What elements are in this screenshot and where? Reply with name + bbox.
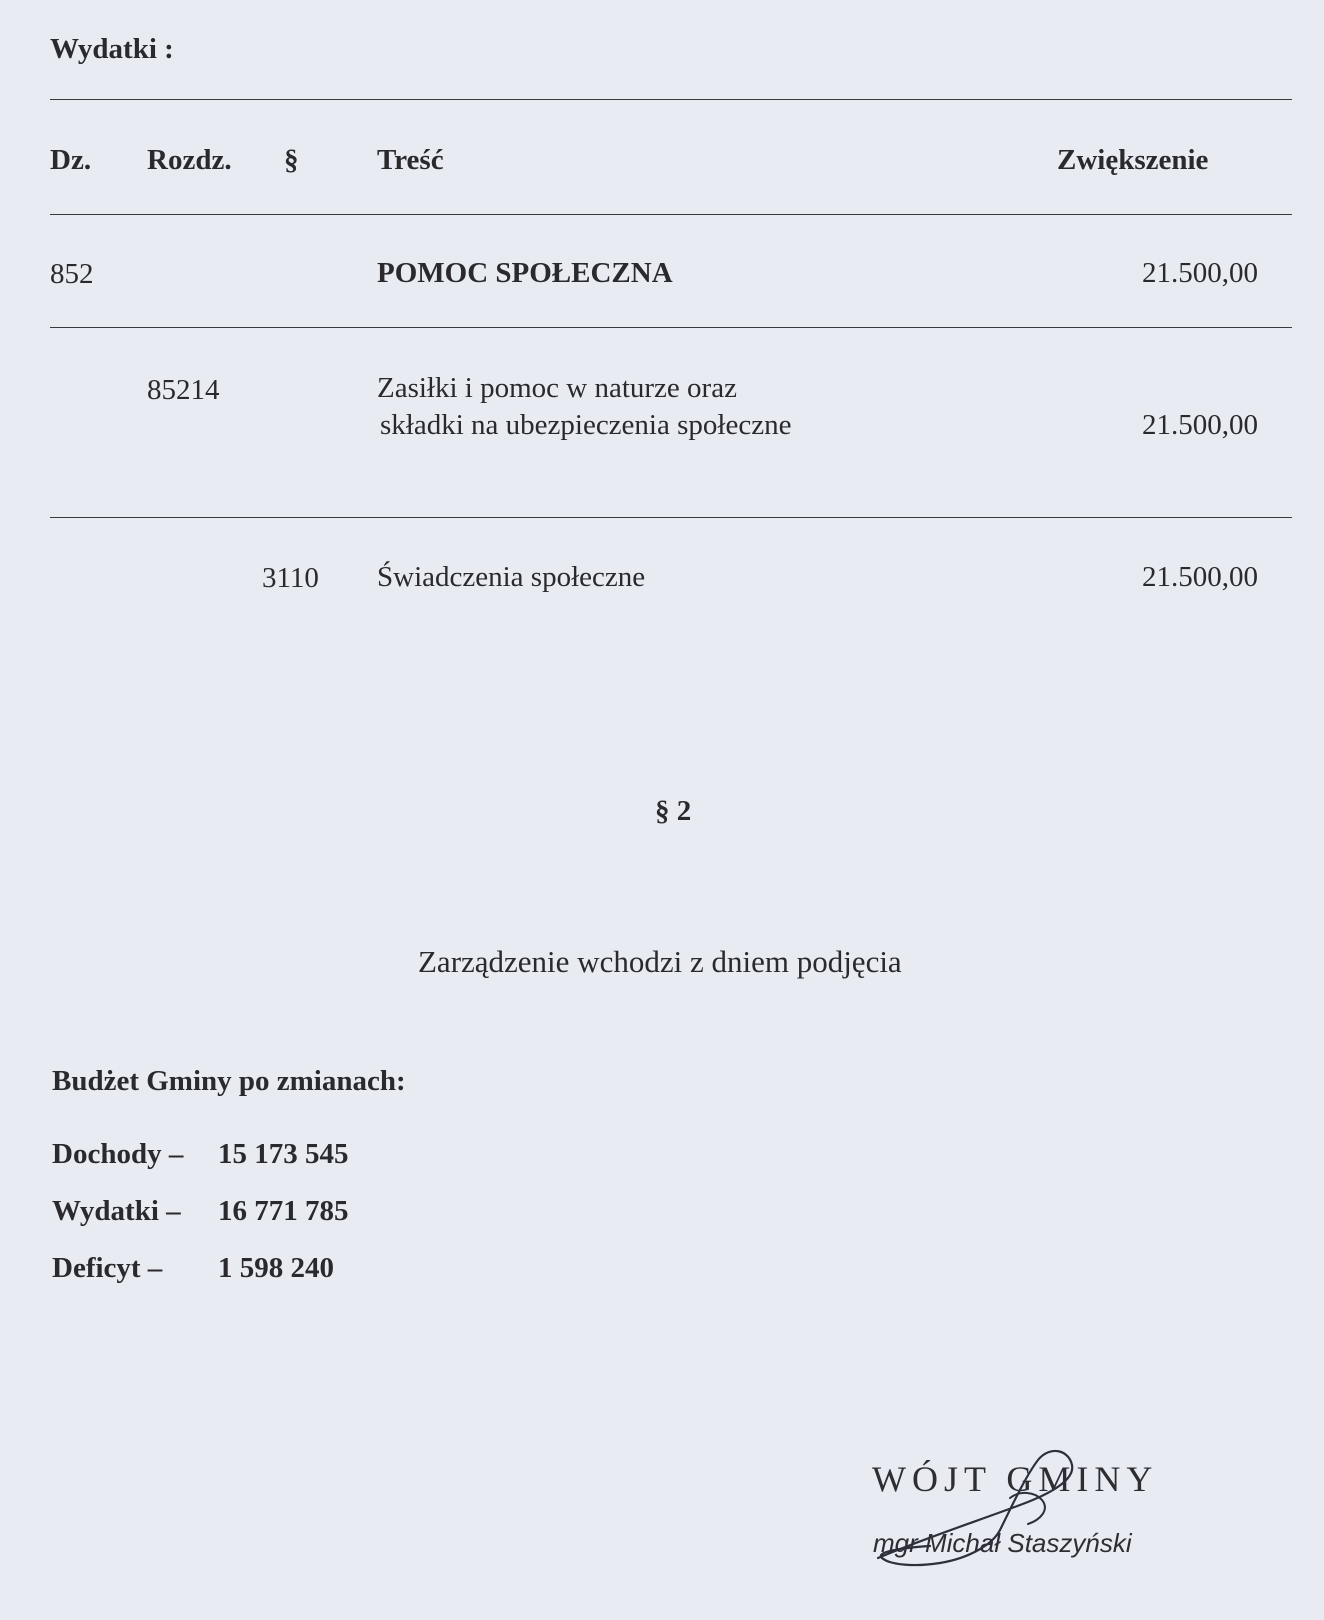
budget-dochody-value: 15 173 545 bbox=[218, 1138, 349, 1170]
budget-deficyt-label: Deficyt – bbox=[52, 1252, 163, 1284]
handwritten-signature bbox=[860, 1420, 1120, 1580]
signature-title: WÓJT GMINY bbox=[872, 1459, 1159, 1499]
row-85214-tresc-line1: Zasiłki i pomoc w naturze oraz bbox=[377, 372, 737, 404]
budget-wydatki-value: 16 771 785 bbox=[218, 1195, 349, 1227]
budget-wydatki-label: Wydatki – bbox=[52, 1195, 181, 1227]
row-85214-tresc-line2: składki na ubezpieczenia społeczne bbox=[380, 409, 792, 441]
row-3110-kwota: 21.500,00 bbox=[1142, 561, 1258, 593]
row-852-tresc: POMOC SPOŁECZNA bbox=[377, 257, 673, 289]
row-3110-paragraph: 3110 bbox=[262, 562, 319, 594]
row-85214-rozdz: 85214 bbox=[147, 374, 220, 406]
column-header-rozdz: Rozdz. bbox=[147, 144, 232, 176]
column-header-tresc: Treść bbox=[377, 144, 444, 176]
row-3110-tresc: Świadczenia społeczne bbox=[377, 561, 646, 593]
rule-header bbox=[50, 214, 1292, 215]
paragraph-text: Zarządzenie wchodzi z dniem podjęcia bbox=[418, 944, 902, 979]
signature-name: mgr Michał Staszyński bbox=[873, 1528, 1132, 1558]
budget-dochody-label: Dochody – bbox=[52, 1138, 184, 1170]
row-852-dz: 852 bbox=[50, 258, 94, 290]
rule-row-2 bbox=[50, 517, 1292, 518]
column-header-zwiekszenie: Zwiększenie bbox=[1057, 144, 1209, 176]
section-title: Wydatki : bbox=[50, 33, 174, 65]
paragraph-heading: § 2 bbox=[655, 795, 692, 827]
row-85214-kwota: 21.500,00 bbox=[1142, 409, 1258, 441]
budget-deficyt-value: 1 598 240 bbox=[218, 1252, 334, 1284]
column-header-paragraph: § bbox=[284, 144, 299, 176]
rule-top bbox=[50, 99, 1292, 100]
budget-title: Budżet Gminy po zmianach: bbox=[52, 1065, 406, 1097]
rule-row-1 bbox=[50, 327, 1292, 328]
row-852-kwota: 21.500,00 bbox=[1142, 257, 1258, 289]
column-header-dz: Dz. bbox=[50, 144, 92, 176]
